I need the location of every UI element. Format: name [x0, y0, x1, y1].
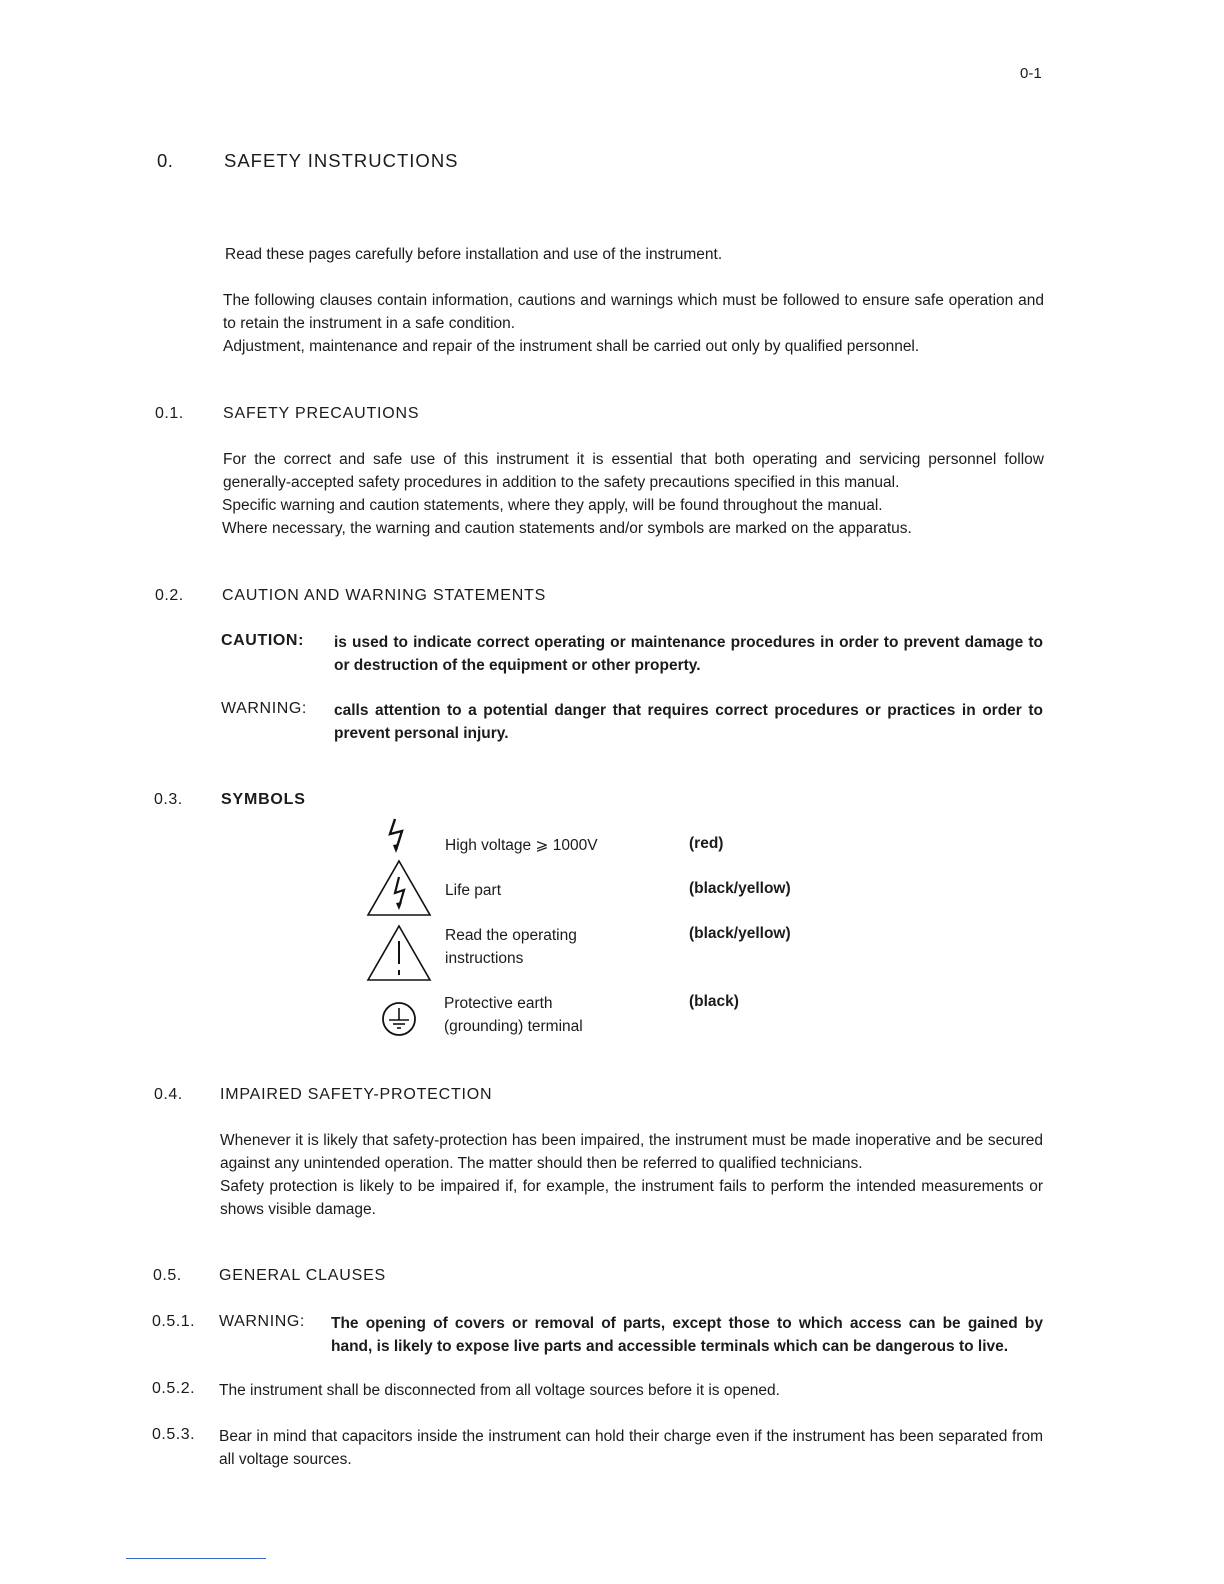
caution-text: is used to indicate correct operating or maintenance procedures in order to prevent damage to or destruction of the equipment or other property.: [334, 634, 1043, 674]
protective-earth-icon: [381, 1001, 417, 1037]
caution-label: CAUTION:: [221, 632, 305, 649]
section-0-5-number: 0.5.: [153, 1267, 182, 1284]
symbol-2-label: Life part: [445, 882, 502, 899]
page-title: SAFETY INSTRUCTIONS: [224, 150, 459, 171]
clause-0-5-2-text: The instrument shall be disconnected from all voltage sources before it is opened.: [219, 1382, 780, 1399]
intro-paragraph-1: Read these pages carefully before installation and use of the instrument.: [225, 246, 723, 263]
section-0-4-paragraph-2: Safety protection is likely to be impaired if, for example, the instrument fails to perform the intended measurements or shows visible damage.: [220, 1178, 1043, 1218]
clause-0-5-1-label: WARNING:: [219, 1313, 305, 1330]
symbol-3-color: (black/yellow): [689, 925, 791, 942]
symbol-4-label-line-2: (grounding) terminal: [444, 1018, 583, 1035]
read-instructions-icon: [366, 924, 432, 982]
title-number: 0.: [157, 150, 174, 171]
section-0-3-title: SYMBOLS: [221, 791, 306, 808]
footer-rule: [126, 1558, 266, 1559]
section-0-2-title: CAUTION AND WARNING STATEMENTS: [222, 587, 547, 604]
symbol-2-color: (black/yellow): [689, 880, 791, 897]
clause-0-5-3-text: Bear in mind that capacitors inside the instrument can hold their charge even if the instrument has been separated from all voltage sources.: [219, 1428, 1043, 1468]
symbol-3-label-line-1: Read the operating: [445, 927, 577, 944]
section-0-1-paragraph-3: Where necessary, the warning and caution statements and/or symbols are marked on the apparatus.: [222, 520, 912, 537]
section-0-5-title: GENERAL CLAUSES: [219, 1267, 387, 1284]
section-0-1-number: 0.1.: [155, 405, 184, 422]
clause-0-5-3-number: 0.5.3.: [152, 1426, 196, 1443]
warning-text: calls attention to a potential danger that requires correct procedures or practices in order to prevent personal injury.: [334, 702, 1043, 742]
section-0-3-number: 0.3.: [154, 791, 183, 808]
clause-0-5-1-number: 0.5.1.: [152, 1313, 196, 1330]
intro-paragraph-3: Adjustment, maintenance and repair of the instrument shall be carried out only by qualified personnel.: [223, 338, 920, 355]
section-0-4-paragraph-1: Whenever it is likely that safety-protection has been impaired, the instrument must be made inoperative and be secured against any unintended operation. The matter should then be referred to qualified technicians.: [220, 1132, 1043, 1172]
clause-0-5-1-text: The opening of covers or removal of parts, except those to which access can be gained by hand, is likely to expose live parts and accessible terminals which can be dangerous to live.: [331, 1315, 1043, 1355]
symbol-3-label-line-2: instructions: [445, 950, 524, 967]
symbol-4-label-line-1: Protective earth: [444, 995, 553, 1012]
warning-label: WARNING:: [221, 700, 307, 717]
section-0-4-title: IMPAIRED SAFETY-PROTECTION: [220, 1086, 493, 1103]
intro-paragraph-2: The following clauses contain information, cautions and warnings which must be followed to ensure safe operation and to retain the instrument in a safe condition.: [223, 292, 1044, 332]
section-0-1-paragraph-1: For the correct and safe use of this instrument it is essential that both operating and servicing personnel follow generally-accepted safety procedures in addition to the safety precautions specified in this manual.: [223, 451, 1044, 491]
symbol-1-color: (red): [689, 835, 724, 852]
symbol-4-color: (black): [689, 993, 739, 1010]
section-0-1-title: SAFETY PRECAUTIONS: [223, 405, 420, 422]
section-0-2-number: 0.2.: [155, 587, 184, 604]
section-0-1-paragraph-2: Specific warning and caution statements, where they apply, will be found throughout the manual.: [222, 497, 883, 514]
page-number: 0-1: [1020, 65, 1042, 82]
high-voltage-icon: [386, 818, 408, 854]
clause-0-5-2-number: 0.5.2.: [152, 1380, 196, 1397]
section-0-4-number: 0.4.: [154, 1086, 183, 1103]
live-part-icon: [366, 859, 432, 917]
symbol-1-label: High voltage ⩾ 1000V: [445, 837, 598, 854]
